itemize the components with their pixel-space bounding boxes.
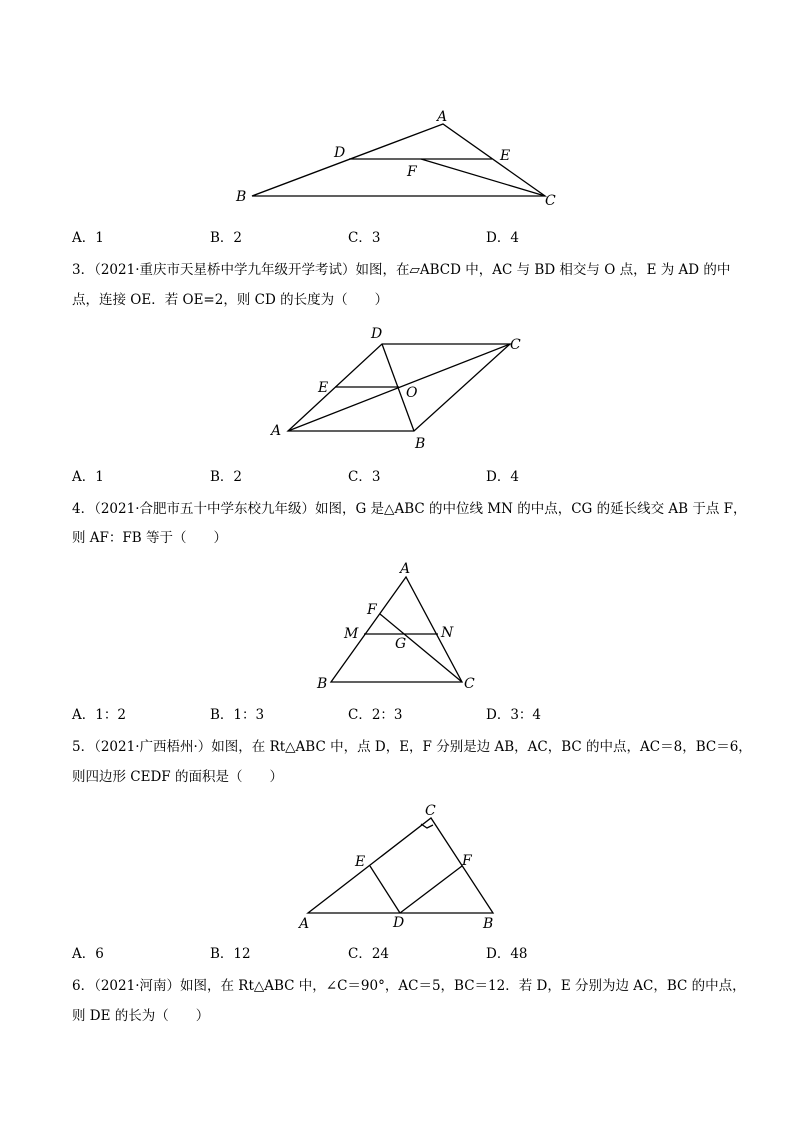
q6-text-line1: 6．（2021·河南）如图，在 Rt△ABC 中，∠C＝90°，AC＝5，BC＝12．若 D，E 分别为边 AC，BC 的中点， [72,978,746,994]
q2-choice-a[interactable]: A．1 [72,230,104,246]
q4-choice-a[interactable]: A．1：2 [72,707,126,723]
label-e: E [318,380,329,396]
q3-text-line2: 点，连接 OE．若 OE=2，则 CD 的长度为（ ） [72,292,389,308]
label-a: A [299,916,310,932]
q2-choice-c[interactable]: C．3 [348,230,381,246]
q4-choice-d[interactable]: D．3：4 [486,707,542,723]
label-a: A [400,561,411,577]
q3-choice-a[interactable]: A．1 [72,469,104,485]
q3-choice-b[interactable]: B．2 [210,469,243,485]
q5-choice-d[interactable]: D．48 [486,946,528,962]
label-a: A [437,109,448,125]
label-d: D [371,326,383,342]
q5-text-line1: 5．（2021·广西梧州·）如图，在 Rt△ABC 中，点 D，E，F 分别是边 AB，AC，BC 的中点，AC＝8，BC＝6， [72,739,752,755]
label-o: O [406,385,418,401]
label-c: C [510,337,521,353]
label-c: C [425,803,436,819]
label-d: D [393,915,405,931]
label-b: B [415,436,426,452]
label-f: F [367,602,377,618]
label-a: A [271,423,282,439]
label-d: D [334,145,346,161]
q2-choice-d[interactable]: D．4 [486,230,519,246]
q5-choice-c[interactable]: C．24 [348,946,390,962]
segment-ed [370,866,400,913]
label-c: C [545,193,556,209]
label-b: B [483,916,494,932]
q3-choice-c[interactable]: C．3 [348,469,381,485]
q4-choice-c[interactable]: C．2：3 [348,707,403,723]
label-b: B [317,676,328,692]
right-angle-mark [421,824,433,828]
q4-text-line2: 则 AF：FB 等于（ ） [72,530,227,546]
q5-choice-a[interactable]: A．6 [72,946,104,962]
q4-choice-b[interactable]: B．1：3 [210,707,265,723]
q2-choice-b[interactable]: B．2 [210,230,243,246]
label-g: G [395,636,407,652]
label-f: F [462,853,472,869]
label-e: E [500,148,511,164]
label-n: N [441,625,454,641]
q6-text-line2: 则 DE 的长为（ ） [72,1008,210,1024]
segment-df [400,866,462,913]
q5-choice-b[interactable]: B．12 [210,946,251,962]
q3-text-line1: 3．（2021·重庆市天星桥中学九年级开学考试）如图，在▱ABCD 中，AC 与 BD 相交与 O 点，E 为 AD 的中 [72,262,731,278]
label-c: C [464,676,475,692]
q4-text-line1: 4．（2021·合肥市五十中学东校九年级）如图，G 是△ABC 的中位线 MN 的中点，CG 的延长线交 AB 于点 F， [72,501,747,517]
q5-text-line2: 则四边形 CEDF 的面积是（ ） [72,769,283,785]
q3-choice-d[interactable]: D．4 [486,469,519,485]
label-m: M [344,626,359,642]
label-f: F [407,164,417,180]
label-e: E [355,854,366,870]
label-b: B [236,189,247,205]
